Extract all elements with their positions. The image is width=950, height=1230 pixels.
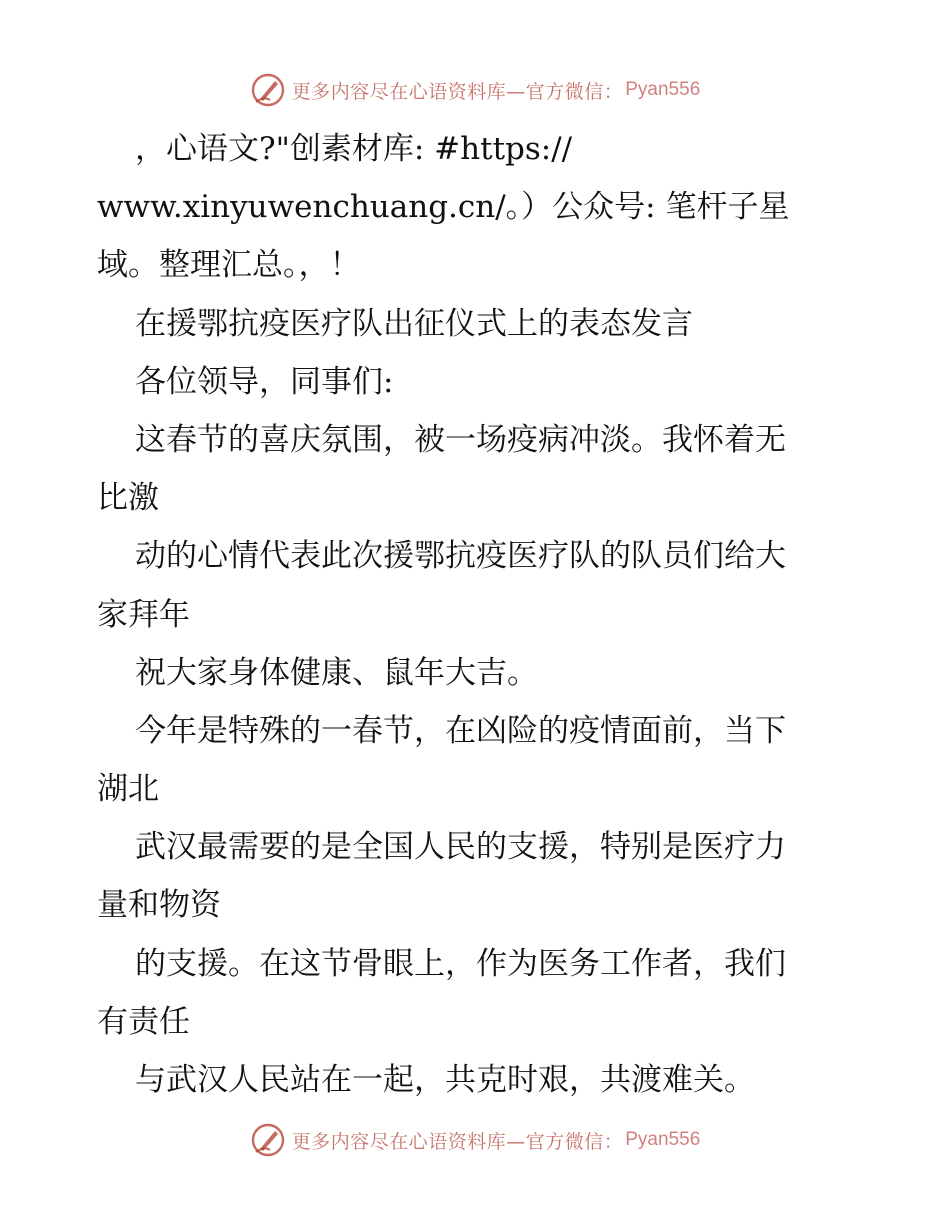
watermark-handle: Pyan556 [625,1129,701,1150]
quill-logo-icon [250,72,286,108]
text-line: 动的心情代表此次援鄂抗疫医疗队的队员们给大 [135,538,786,575]
header-watermark [0,68,950,112]
document-title: 在援鄂抗疫医疗队出征仪式上的表态发言 [135,305,693,342]
text-line: 域。整理汇总。，！ [97,247,361,284]
text-line: www.xinyuwenchuang.cn/。）公众号: 笔杆子星 [97,189,790,226]
text-line: 祝大家身体健康、鼠年大吉。 [135,654,538,691]
salutation: 各位领导，同事们: [135,363,394,400]
document-body [97,120,857,1109]
text-line: 有责任 [97,1003,190,1040]
text-line: 与武汉人民站在一起，共克时艰，共渡难关。 [135,1062,755,1098]
quill-logo-icon [250,1122,286,1158]
text-line: 湖北 [97,771,159,808]
text-line: 量和物资 [97,887,221,924]
text-line: 的支援。在这节骨眼上，作为医务工作者，我们 [135,945,786,982]
text-line: 今年是特殊的一春节，在凶险的疫情面前，当下 [135,712,786,749]
watermark-text: 更多内容尽在心语资料库—官方微信： [291,80,624,103]
text-line: 这春节的喜庆氛围，被一场疫病冲淡。我怀着无 [135,421,786,458]
text-line: 家拜年 [97,596,190,633]
text-line: ，心语文?"创素材库: #https:// [135,131,573,167]
watermark-text: 更多内容尽在心语资料库—官方微信： [291,1130,624,1153]
footer-watermark [0,1118,950,1162]
text-line: 比激 [97,480,159,517]
text-line: 武汉最需要的是全国人民的支援，特别是医疗力 [135,829,786,866]
watermark-handle: Pyan556 [625,79,701,100]
